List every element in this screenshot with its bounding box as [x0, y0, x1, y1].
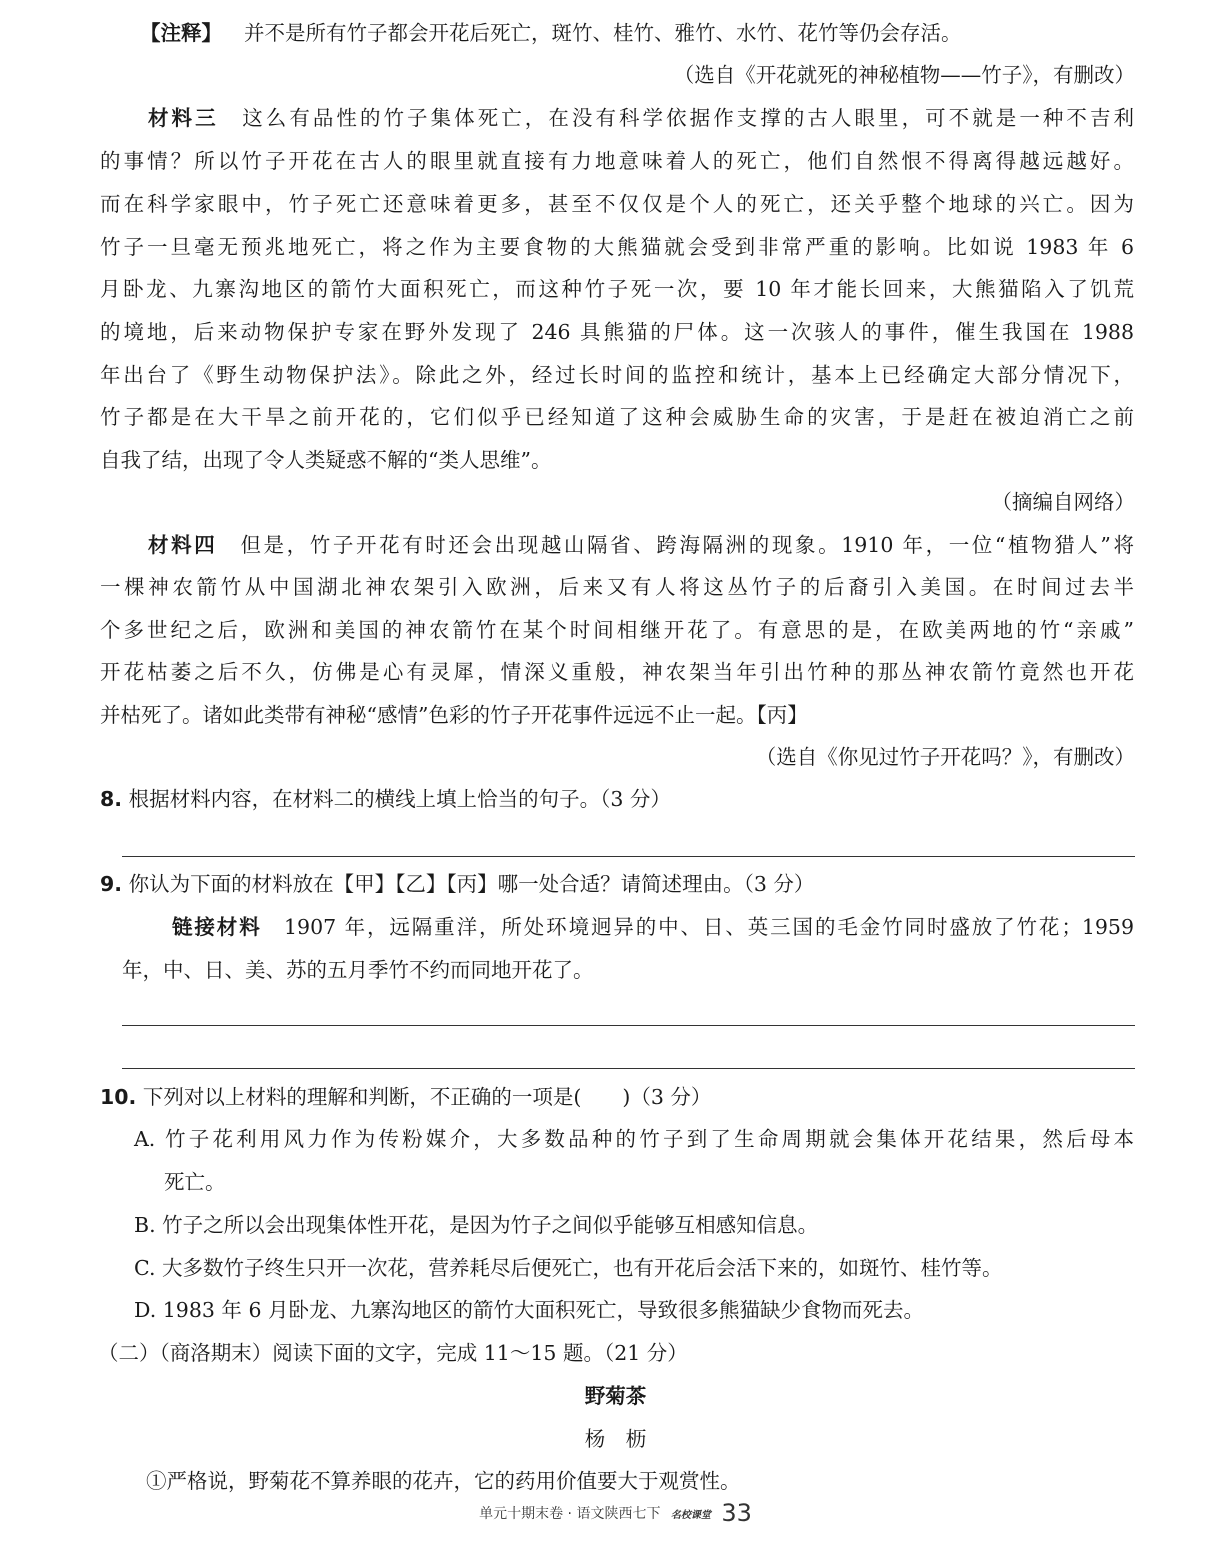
m3-line-8: 竹子都是在大干旱之前开花的，它们似乎已经知道了这种会威胁生命的灾害，于是赶在被迫消亡之前: [100, 405, 1134, 429]
link-material-label: 链接材料: [172, 915, 262, 939]
note-text: 并不是所有竹子都会开花后死亡，斑竹、桂竹、雅竹、水竹、花竹等仍会存活。: [244, 21, 962, 45]
m3-line-2: 的事情？所以竹子开花在古人的眼里就直接有力地意味着人的死亡，他们自然恨不得离得越远越好。: [100, 149, 1134, 173]
question-8: [100, 784, 671, 814]
m3-line-3: 而在科学家眼中，竹子死亡还意味着更多，甚至不仅仅是个人的死亡，还关乎整个地球的兴亡。因为: [100, 192, 1134, 216]
m3-line-4: 竹子一旦毫无预兆地死亡，将之作为主要食物的大熊猫就会受到非常严重的影响。比如说 1983 年 6: [100, 235, 1134, 259]
m4-line-1: 材料四 但是，竹子开花有时还会出现越山隔省、跨海隔洲的现象。1910 年，一位“植物猎人”将: [148, 533, 1135, 557]
m3-line-1: 材料三 这么有品性的竹子集体死亡，在没有科学依据作支撑的古人眼里，可不就是一种不吉利: [148, 106, 1135, 130]
article-title: 野菊茶: [584, 1384, 647, 1408]
answer-line-9b[interactable]: [122, 1068, 1135, 1069]
answer-line-9a[interactable]: [122, 1025, 1135, 1026]
m4-line-4: 开花枯萎之后不久，仿佛是心有灵犀，情深义重般，神农架当年引出竹种的那丛神农箭竹竟然也开花: [100, 660, 1134, 684]
m4-label: 材料四: [148, 533, 218, 557]
option-d: D. 1983 年 6 月卧龙、九寨沟地区的箭竹大面积死亡，导致很多熊猫缺少食物而死去。: [134, 1298, 924, 1322]
publisher-logo: 名校课堂: [670, 1510, 711, 1521]
m3-source: （摘编自网络）: [991, 490, 1135, 514]
note-line: [140, 18, 962, 48]
answer-line-8[interactable]: [122, 856, 1135, 857]
link-material-line-1: 链接材料 1907 年，远隔重洋，所处环境迥异的中、日、英三国的毛金竹同时盛放了竹花；1959: [172, 915, 1135, 939]
m3-label: 材料三: [148, 106, 219, 130]
m4-line-3: 个多世纪之后，欧洲和美国的神农箭竹在某个时间相继开花了。有意思的是，在欧美两地的竹“亲戚”: [100, 618, 1134, 642]
link-material-line-2: 年，中、日、美、苏的五月季竹不约而同地开花了。: [122, 958, 594, 982]
footer-text: 单元十期末卷 · 语文陕西七下: [479, 1506, 661, 1522]
question-8-text: 根据材料内容，在材料二的横线上填上恰当的句子。（3 分）: [128, 787, 671, 811]
question-10-number: 10.: [100, 1085, 137, 1109]
m3-line-6: 的境地，后来动物保护专家在野外发现了 246 具熊猫的尸体。这一次骇人的事件，催生我国在 1988: [100, 320, 1134, 344]
m3-line-9: 自我了结，出现了令人类疑惑不解的“类人思维”。: [100, 448, 552, 472]
article-author: 杨 枥: [584, 1427, 647, 1451]
question-9-text: 你认为下面的材料放在【甲】【乙】【丙】哪一处合适？请简述理由。（3 分）: [128, 872, 815, 896]
article-paragraph-1: ①严格说，野菊花不算养眼的花卉，它的药用价值要大于观赏性。: [146, 1469, 741, 1493]
note-source: （选自《开花就死的神秘植物——竹子》，有删改）: [673, 63, 1135, 87]
option-a-line-1: A. 竹子花利用风力作为传粉媒介，大多数品种的竹子到了生命周期就会集体开花结果，然后母本: [134, 1127, 1134, 1151]
m4-line-2: 一棵神农箭竹从中国湖北神农架引入欧洲，后来又有人将这丛竹子的后裔引入美国。在时间过去半: [100, 575, 1134, 599]
m3-line-5: 月卧龙、九寨沟地区的箭竹大面积死亡，而这种竹子死一次，要 10 年才能长回来，大熊猫陷入了饥荒: [100, 277, 1134, 301]
question-9: [100, 869, 814, 899]
question-10: [100, 1082, 711, 1112]
m3-line-7: 年出台了《野生动物保护法》。除此之外，经过长时间的监控和统计，基本上已经确定大部分情况下，: [100, 363, 1134, 387]
option-b: B. 竹子之所以会出现集体性开花，是因为竹子之间似乎能够互相感知信息。: [134, 1213, 819, 1237]
question-8-number: 8.: [100, 787, 123, 811]
question-9-number: 9.: [100, 872, 123, 896]
m4-source: （选自《你见过竹子开花吗？》，有删改）: [755, 745, 1135, 769]
section-2-heading: （二）（商洛期末）阅读下面的文字，完成 11～15 题。（21 分）: [98, 1341, 688, 1365]
question-10-text: 下列对以上材料的理解和判断，不正确的一项是( )（3 分）: [142, 1085, 712, 1109]
option-a-line-2: 死亡。: [164, 1170, 226, 1194]
note-label: 【注释】: [140, 21, 222, 45]
m4-line-5: 并枯死了。诸如此类带有神秘“感情”色彩的竹子开花事件远远不止一起。【丙】: [100, 703, 808, 727]
page-number: 33: [721, 1499, 752, 1527]
page-footer: [0, 1499, 1231, 1527]
option-c: C. 大多数竹子终生只开一次花，营养耗尽后便死亡，也有开花后会活下来的，如斑竹、桂竹等。: [134, 1256, 1003, 1280]
